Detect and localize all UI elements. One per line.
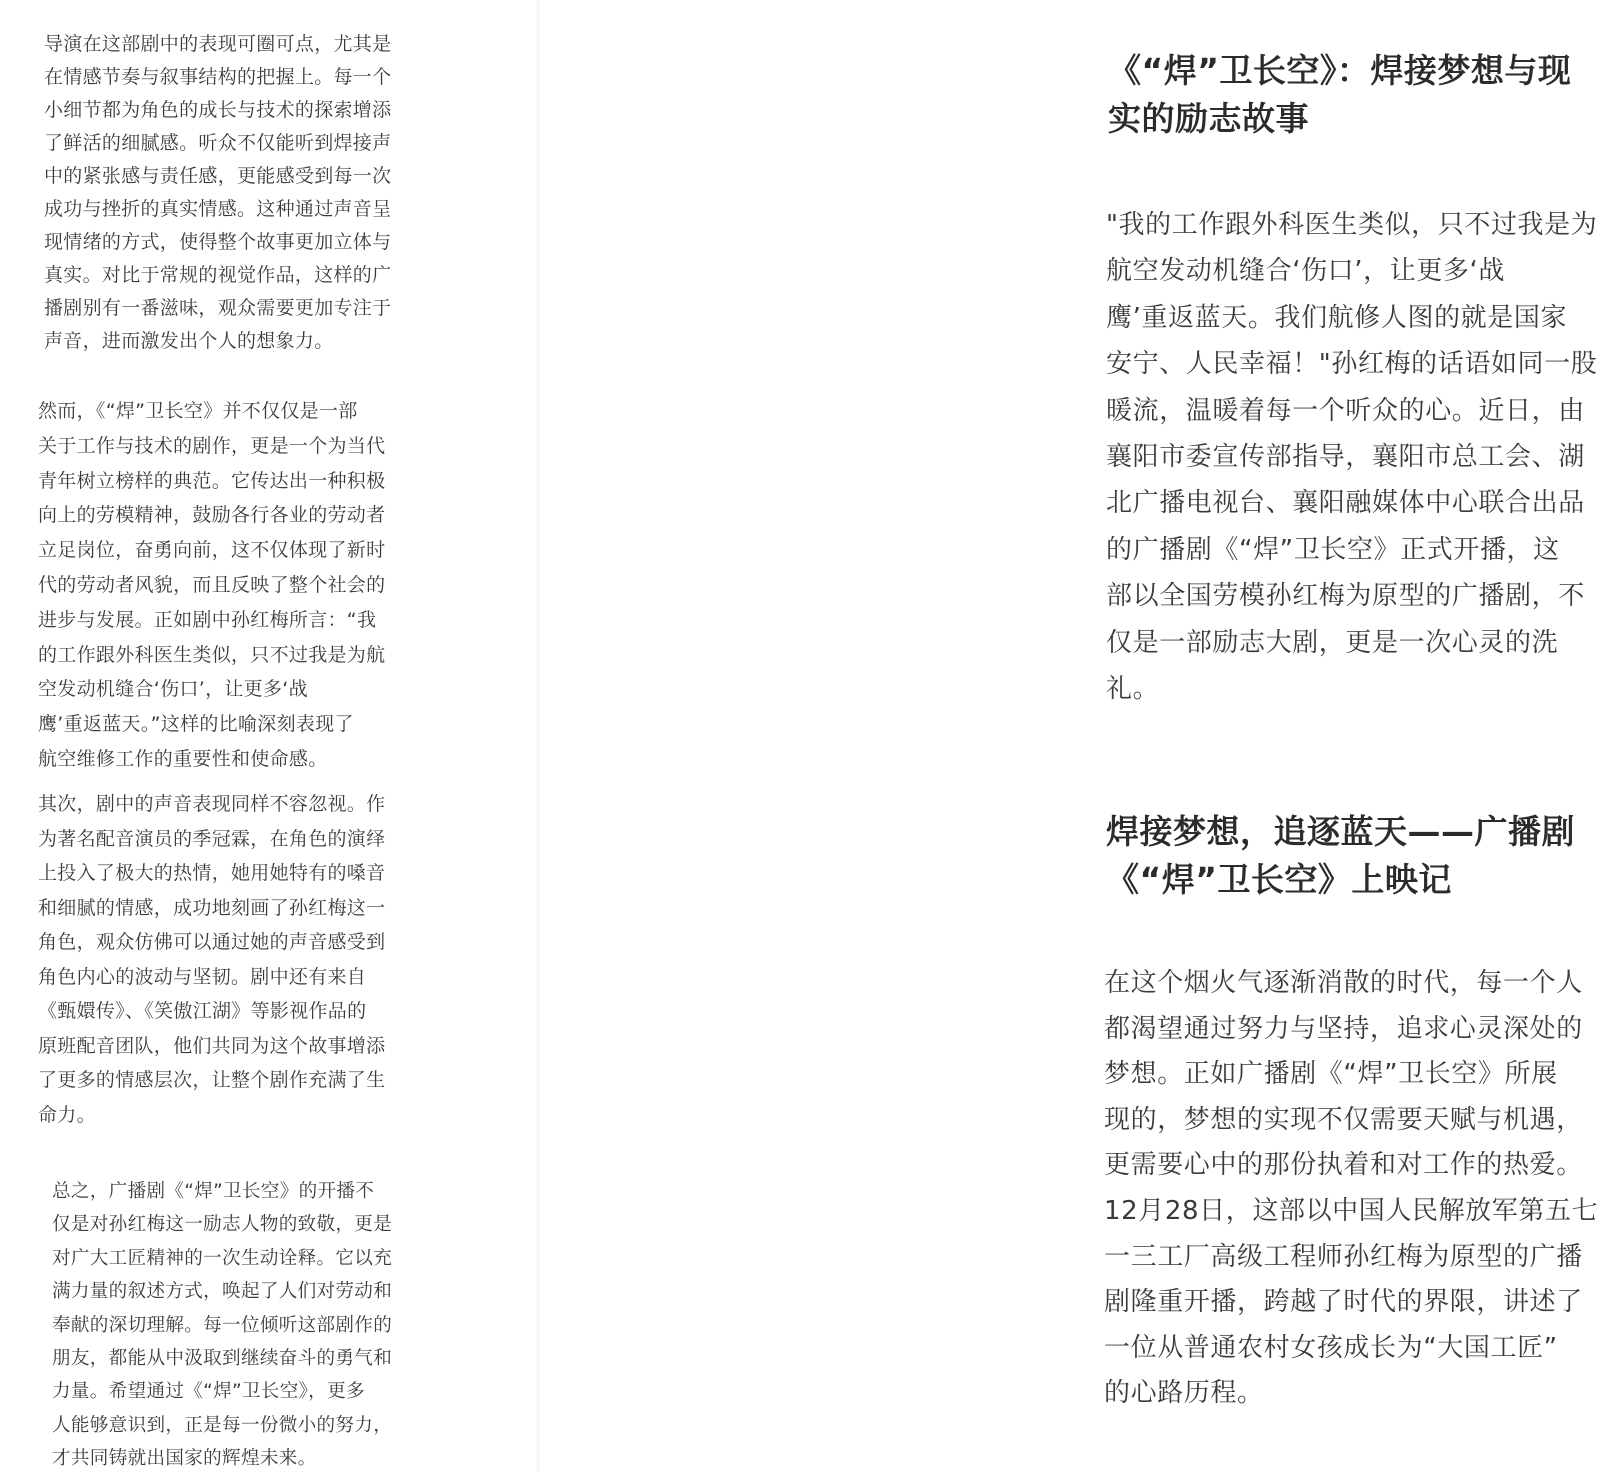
right-heading-1: 《“焊”卫长空》：焊接梦想与现 实的励志故事 — [1108, 51, 1572, 138]
right-heading-2: 焊接梦想，追逐蓝天——广播剧 《“焊”卫长空》上映记 — [1106, 812, 1575, 899]
right-paragraph-quote: "我的工作跟外科医生类似，只不过我是为 航空发动机缝合‘伤口’，让更多‘战 鹰’重返蓝天。我们航修人图的就是国家 安宁、人民幸福！"孙红梅的话语如同一股 暖流，温暖着每一个听众的心。近日，由 襄阳市委宣传部指导，襄阳市总工会、湖 北广播电视台、襄阳融媒体中心联合出品 的广播剧《“焊”卫长空》正式开播，这 部以全国劳模孙红梅为原型的广播剧，不 仅是一部励志大剧，更是一次心灵的洗 礼。 — [1106, 210, 1598, 705]
left-article-column — [0, 0, 540, 1472]
right-article-column — [540, 0, 1599, 1472]
left-paragraph-role-model: 然而，《“焊”卫长空》并不仅仅是一部 关于工作与技术的剧作，更是一个为当代 青年树立榜样的典范。它传达出一种积极 向上的劳模精神，鼓励各行各业的劳动者 立足岗位，奋勇向前，这不仅体现了新时 代的劳动者风貌，而且反映了整个社会的 进步与发展。正如剧中孙红梅所言：“我 的工作跟外科医生类似，只不过我是为航 空发动机缝合‘伤口’，让更多‘战 鹰’重返蓝天。”这样的比喻深刻表现了 航空维修工作的重要性和使命感。 — [38, 400, 386, 770]
left-paragraph-director: 导演在这部剧中的表现可圈可点，尤其是 在情感节奏与叙事结构的把握上。每一个 小细节都为角色的成长与技术的探索增添 了鲜活的细腻感。听众不仅能听到焊接声 中的紧张感与责任感，更能感受到每一次 成功与挫折的真实情感。这种通过声音呈 现情绪的方式，使得整个故事更加立体与 真实。对比于常规的视觉作品，这样的广 播剧别有一番滋味，观众需要更加专注于 声音，进而激发出个人的想象力。 — [44, 33, 392, 352]
left-paragraph-conclusion: 总之，广播剧《“焊”卫长空》的开播不 仅是对孙红梅这一励志人物的致敬，更是 对广大工匠精神的一次生动诠释。它以充 满力量的叙述方式，唤起了人们对劳动和 奉献的深切理解。每一位倾听这部剧作的 朋友，都能从中汲取到继续奋斗的勇气和 力量。希望通过《“焊”卫长空》，更多 人能够意识到，正是每一份微小的努力， 才共同铸就出国家的辉煌未来。 — [52, 1181, 393, 1470]
left-paragraph-voice-acting: 其次，剧中的声音表现同样不容忽视。作 为著名配音演员的季冠霖，在角色的演绎 上投入了极大的热情，她用她特有的嗓音 和细腻的情感，成功地刻画了孙红梅这一 角色，观众仿佛可以通过她的声音感受到 角色内心的波动与坚韧。剧中还有来自 《甄嬛传》、《笑傲江湖》等影视作品的 原班配音团队，他们共同为这个故事增添 了更多的情感层次，让整个剧作充满了生 命力。 — [38, 793, 386, 1126]
right-paragraph-premiere: 在这个烟火气逐渐消散的时代，每一个人 都渴望通过努力与坚持，追求心灵深处的 梦想。正如广播剧《“焊”卫长空》所展 现的，梦想的实现不仅需要天赋与机遇， 更需要心中的那份执着和对工作的热爱。 12月28日，这部以中国人民解放军第五七 一三工厂高级工程师孙红梅为原型的广播 剧隆重开播，跨越了时代的界限，讲述了 一位从普通农村女孩成长为“大国工匠” 的心路历程。 — [1104, 968, 1599, 1409]
